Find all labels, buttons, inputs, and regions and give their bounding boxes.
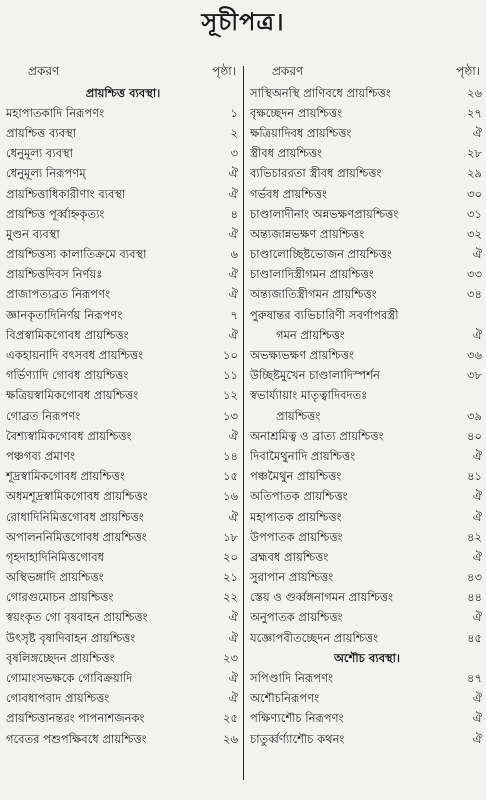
entry-title: ক্ষত্রিয়াদিবধ প্রায়শ্চিত্তং [250, 125, 352, 140]
entry-page-number: ৩৪ [467, 287, 482, 302]
entry-title: উৎসৃষ্ট বৃষাদিবাহন প্রায়শ্চিত্তং [6, 630, 136, 645]
entry-page-number: ৪৪ [467, 590, 482, 605]
entry-title: প্রাজাপত্যব্রত নিরূপণং [6, 287, 111, 302]
entry-title: অতিপাতক প্রায়শ্চিত্তং [250, 489, 348, 504]
entry-page-number: ঐ [472, 731, 482, 746]
entry-title: চাণ্ডালোচ্ছিষ্টভোজন প্রায়শ্চিত্তং [250, 247, 392, 262]
entry-page-number: ৩৮ [467, 368, 482, 383]
toc-entry [4, 569, 240, 589]
entry-page-number: ২৭ [467, 105, 482, 120]
toc-entry [248, 427, 484, 447]
entry-page-number: ঐ [472, 691, 482, 706]
toc-entry [248, 104, 484, 124]
entry-page-number: ঐ [228, 630, 238, 645]
entry-title: প্রায়শ্চিত্তদিবস নির্ণয়ঃ [6, 267, 103, 282]
entry-page-number: ২ [230, 125, 238, 140]
toc-entry [4, 266, 240, 286]
toc-entry [4, 609, 240, 629]
entry-title: মহাপাতকাদি নিরূপণং [6, 105, 105, 120]
column-divider [243, 66, 244, 780]
entry-title: স্ত্রীবধ প্রায়শ্চিত্তং [250, 146, 322, 161]
entry-title: সুরাপান প্রায়শ্চিত্তং [250, 570, 334, 585]
entry-title: স্বয়ংকৃত গো বৃষবাহন প্রায়শ্চিত্তং [6, 610, 148, 625]
entry-title: অধমশূদ্রস্বামিকগোবধ প্রায়শ্চিত্তং [6, 489, 148, 504]
toc-entry [4, 468, 240, 488]
page-header: পৃষ্ঠা। [212, 64, 236, 78]
entry-page-number: ঐ [228, 267, 238, 282]
entry-title: প্রায়শ্চিত্ত ব্যবস্থা [6, 125, 77, 140]
entry-page-number: ঐ [228, 671, 238, 686]
toc-entry [248, 266, 484, 286]
entry-page-number: ৬ [230, 247, 238, 262]
entry-page-number: ঐ [472, 711, 482, 726]
entry-page-number: ১ [230, 105, 238, 120]
toc-entry [248, 629, 484, 649]
entry-page-number: ২৬ [467, 85, 482, 100]
toc-entry [4, 427, 240, 447]
entry-page-number: ৩২ [467, 226, 482, 241]
entry-title: রোধাদিনিমিত্তগোবধ প্রায়শ্চিত্তং [6, 509, 144, 524]
toc-entry [248, 548, 484, 568]
entry-title: স্বভার্য্যায়াং মাতৃত্বাদিবদতঃ [250, 388, 368, 403]
toc-entry [248, 508, 484, 528]
toc-entry [4, 306, 240, 326]
entry-title: গোবধাপবাদ প্রায়শ্চিত্তং [6, 691, 110, 706]
entry-page-number: ৪৫ [467, 630, 482, 645]
toc-entry [4, 225, 240, 245]
entry-title: স্তেয় ও গুর্ব্বঙ্গনাগমন প্রায়শ্চিত্তং [250, 590, 393, 605]
entry-title: পক্ষিণ্যশৌচ নিরূপণং [250, 711, 344, 726]
entry-title: অস্থিভঙ্গাদি প্রায়শ্চিত্তং [6, 570, 104, 585]
entry-page-number: ১৪ [223, 448, 238, 463]
entry-title: ক্ষত্রিয়স্বামিকগোবধ প্রায়শ্চিত্তং [6, 388, 139, 403]
entry-page-number: ৭ [230, 307, 238, 322]
toc-entry [4, 629, 240, 649]
toc-entry [248, 609, 484, 629]
entry-page-number: ঐ [228, 509, 238, 524]
toc-entry [4, 387, 240, 407]
toc-entry [4, 326, 240, 346]
toc-entry [248, 84, 484, 104]
entry-page-number: ১৫ [223, 469, 238, 484]
toc-entry [4, 124, 240, 144]
toc-entry [248, 569, 484, 589]
entry-page-number: ঐ [472, 489, 482, 504]
entry-page-number: ঐ [228, 428, 238, 443]
toc-entry [248, 710, 484, 730]
toc-entry [248, 690, 484, 710]
toc-entry [4, 589, 240, 609]
entry-title: ধেনুমূল্য ব্যবস্থা [6, 146, 74, 161]
entry-title: ধেনুমূল্য নিরূপণম্ [6, 166, 86, 181]
toc-entry [4, 346, 240, 366]
entry-title: বৈশ্যস্বামিকগোবধ প্রায়শ্চিত্তং [6, 428, 132, 443]
entry-page-number: ঐ [472, 448, 482, 463]
toc-entry [248, 306, 484, 326]
entry-page-number: ১৬ [223, 489, 238, 504]
toc-entry [248, 468, 484, 488]
toc-entry [248, 286, 484, 306]
toc-entry [4, 367, 240, 387]
topic-header: প্রকরণ [272, 64, 304, 78]
toc-entry [248, 346, 484, 366]
entry-page-number: ৩৩ [467, 267, 482, 282]
entry-title: একহায়নাদি বৎসবধ প্রায়শ্চিত্তং [6, 348, 144, 363]
toc-entry [248, 387, 484, 407]
toc-entry [4, 488, 240, 508]
section-heading [248, 649, 484, 669]
entry-page-number: ২২ [223, 590, 238, 605]
entry-page-number: ঐ [228, 327, 238, 342]
right-column [248, 62, 484, 750]
entry-page-number: ১৮ [223, 529, 238, 544]
toc-entry [248, 730, 484, 750]
entry-title: প্রায়শ্চিত্ত পূর্ব্বাহ্নকৃত্যং [6, 206, 105, 221]
entry-page-number: ২৩ [223, 650, 238, 665]
toc-entry [4, 286, 240, 306]
toc-entry [4, 104, 240, 124]
toc-entry [4, 407, 240, 427]
entry-page-number: ঐ [472, 327, 482, 342]
entry-page-number: ঐ [472, 610, 482, 625]
entry-title: সপিণ্ডাদি নিরূপণং [250, 671, 334, 686]
entry-title: অন্ত্যজাতিস্ত্রীগমন প্রায়শ্চিত্তং [250, 287, 377, 302]
entry-title: অভক্ষ্যভক্ষণ প্রায়শ্চিত্তং [250, 348, 354, 363]
entry-page-number: ঐ [228, 287, 238, 302]
entry-title: বিপ্রস্বামিকগোবধ প্রায়শ্চিত্তং [6, 327, 129, 342]
entry-page-number: ৪২ [467, 529, 482, 544]
entry-title: উচ্ছিষ্টমুখেন চাণ্ডালাদিস্পর্শন [250, 368, 380, 383]
entry-title: চাণ্ডালাদিস্ত্রীগমন প্রায়শ্চিত্তং [250, 267, 374, 282]
toc-entry [248, 326, 484, 346]
entry-page-number: ৪৩ [467, 570, 482, 585]
toc-entry [4, 730, 240, 750]
right-toc-list [248, 84, 484, 750]
entry-title: গমন প্রায়শ্চিত্তং [276, 327, 345, 342]
entry-title: অশৌচ ব্যবস্থা। [333, 650, 401, 665]
entry-title: জ্ঞানকৃতাদিনির্ণয় নিরূপণং [6, 307, 123, 322]
toc-entry [4, 447, 240, 467]
entry-page-number: ঐ [228, 226, 238, 241]
entry-page-number: ঐ [228, 166, 238, 181]
toc-entry [4, 508, 240, 528]
entry-title: চাণ্ডালাদীনাং অন্নভক্ষণপ্রায়শ্চিত্তং [250, 206, 399, 221]
entry-title: যজ্ঞোপবীতচ্ছেদন প্রায়শ্চিত্তং [250, 630, 379, 645]
entry-title: অন্ত্যজান্নভক্ষণ প্রায়শ্চিত্তং [250, 226, 365, 241]
entry-page-number: ১২ [223, 388, 238, 403]
toc-entry [4, 548, 240, 568]
entry-title: বৃষলিঙ্গচ্ছেদন প্রায়শ্চিত্তং [6, 650, 115, 665]
toc-entry [248, 589, 484, 609]
left-column-header [4, 62, 240, 84]
entry-page-number: ৪ [230, 206, 238, 221]
entry-page-number: ঐ [472, 247, 482, 262]
entry-title: চাতুর্ব্বর্ণ্যাশৌচ কথনং [250, 731, 345, 746]
toc-entry [248, 669, 484, 689]
toc-entry [248, 225, 484, 245]
toc-entry [4, 669, 240, 689]
toc-entry [248, 488, 484, 508]
toc-entry [4, 649, 240, 669]
entry-title: মহাপাতক প্রায়শ্চিত্তং [250, 509, 342, 524]
entry-title: অনুপাতক প্রায়শ্চিত্তং [250, 610, 343, 625]
entry-title: সাস্থিঅনস্থি প্রাণিবধে প্রায়শ্চিত্তং [250, 85, 391, 100]
section-heading [4, 84, 240, 104]
entry-page-number: ঐ [472, 125, 482, 140]
entry-title: অনাশ্রমিত্ব ও ব্রাত্য প্রায়শ্চিত্তং [250, 428, 384, 443]
entry-page-number: ঐ [472, 549, 482, 564]
left-toc-list [4, 84, 240, 750]
entry-title: অপালননিমিত্তগোবধ প্রায়শ্চিত্তং [6, 529, 147, 544]
entry-page-number: ৩০ [467, 186, 482, 201]
toc-entry [248, 407, 484, 427]
entry-page-number: ৪০ [467, 428, 482, 443]
entry-page-number: ২৬ [223, 731, 238, 746]
entry-title: প্রায়শ্চিত্তাধিকারীণাং ব্যবস্থা [6, 186, 126, 201]
toc-entry [248, 246, 484, 266]
entry-title: প্রায়শ্চিত্তং [276, 408, 321, 423]
entry-title: পঞ্চমৈথুন প্রায়শ্চিত্তং [250, 469, 342, 484]
entry-title: গোব্রত নিরূপণং [6, 408, 81, 423]
entry-title: গর্ভবধ প্রায়শ্চিত্তং [250, 186, 327, 201]
entry-title: গবেতর পশুপক্ষিবধে প্রায়শ্চিত্তং [6, 731, 147, 746]
toc-entry [4, 710, 240, 730]
toc-entry [248, 528, 484, 548]
entry-page-number: ঐ [228, 186, 238, 201]
toc-entry [248, 185, 484, 205]
toc-entry [4, 185, 240, 205]
entry-title: ব্রহ্মবধ প্রায়শ্চিত্তং [250, 549, 329, 564]
entry-title: অশৌচনিরূপণং [250, 691, 320, 706]
entry-page-number: ৪১ [467, 469, 482, 484]
toc-entry [4, 690, 240, 710]
toc-entry [248, 165, 484, 185]
entry-page-number: ৩৯ [467, 408, 482, 423]
entry-title: গর্ভিণ্যাদি গোবধ প্রায়শ্চিত্তং [6, 368, 129, 383]
entry-page-number: ১১ [223, 368, 238, 383]
page-header: পৃষ্ঠা। [456, 64, 480, 78]
toc-entry [4, 528, 240, 548]
entry-page-number: ৪৭ [467, 671, 482, 686]
toc-entry [4, 145, 240, 165]
toc-entry [4, 205, 240, 225]
entry-page-number: ২৫ [223, 711, 238, 726]
entry-page-number: ঐ [472, 509, 482, 524]
entry-page-number: ১০ [223, 348, 238, 363]
entry-title: প্রায়শ্চিত্তস্য কালাতিক্রমে ব্যবস্থা [6, 247, 147, 262]
entry-page-number: ৩১ [467, 206, 482, 221]
entry-title: গোরগুমোচন প্রায়শ্চিত্তং [6, 590, 114, 605]
toc-entry [248, 145, 484, 165]
toc-entry [248, 367, 484, 387]
entry-title: পুরুষান্তর ব্যভিচারিণী সবর্ণাপরস্ত্রী [250, 307, 399, 322]
entry-title: প্রায়শ্চিত্তানন্তরং পাপনাশজনকং [6, 711, 145, 726]
entry-page-number: ঐ [228, 610, 238, 625]
entry-title: বৃক্ষচ্ছেদন প্রায়শ্চিত্তং [250, 105, 343, 120]
entry-title: পঞ্চগব্য প্রমাণং [6, 448, 75, 463]
toc-entry [248, 124, 484, 144]
entry-title: উপপাতক প্রায়শ্চিত্তং [250, 529, 343, 544]
entry-page-number: ঐ [228, 691, 238, 706]
entry-title: গৃহদাহাদিনিমিত্তগোবধ [6, 549, 105, 564]
entry-title: দিবামৈথুনাদি প্রায়শ্চিত্তং [250, 448, 356, 463]
entry-page-number: ৩ [230, 146, 238, 161]
entry-title: মুণ্ডন ব্যবস্থা [6, 226, 60, 241]
toc-entry [4, 165, 240, 185]
entry-page-number: ২৯ [467, 166, 482, 181]
topic-header: প্রকরণ [28, 64, 60, 78]
entry-page-number: ১৩ [223, 408, 238, 423]
left-column [4, 62, 240, 750]
entry-page-number: ২১ [223, 570, 238, 585]
right-column-header [248, 62, 484, 84]
entry-page-number: ২০ [223, 549, 238, 564]
toc-entry [4, 246, 240, 266]
entry-title: শূদ্রস্বামিকগোবধ প্রায়শ্চিত্তং [6, 469, 125, 484]
toc-entry [248, 447, 484, 467]
page-title: সূচীপত্র। [201, 8, 285, 36]
entry-title: গোমাংসভক্ষকে গোবিক্রয়াদি [6, 671, 133, 686]
entry-title: ব্যভিচাররতা স্ত্রীবধ প্রায়শ্চিত্তং [250, 166, 382, 181]
entry-page-number: ৩৬ [467, 348, 482, 363]
entry-title: প্রায়শ্চিত্ত ব্যবস্থা। [85, 85, 161, 100]
entry-page-number: ২৮ [467, 146, 482, 161]
toc-entry [248, 205, 484, 225]
